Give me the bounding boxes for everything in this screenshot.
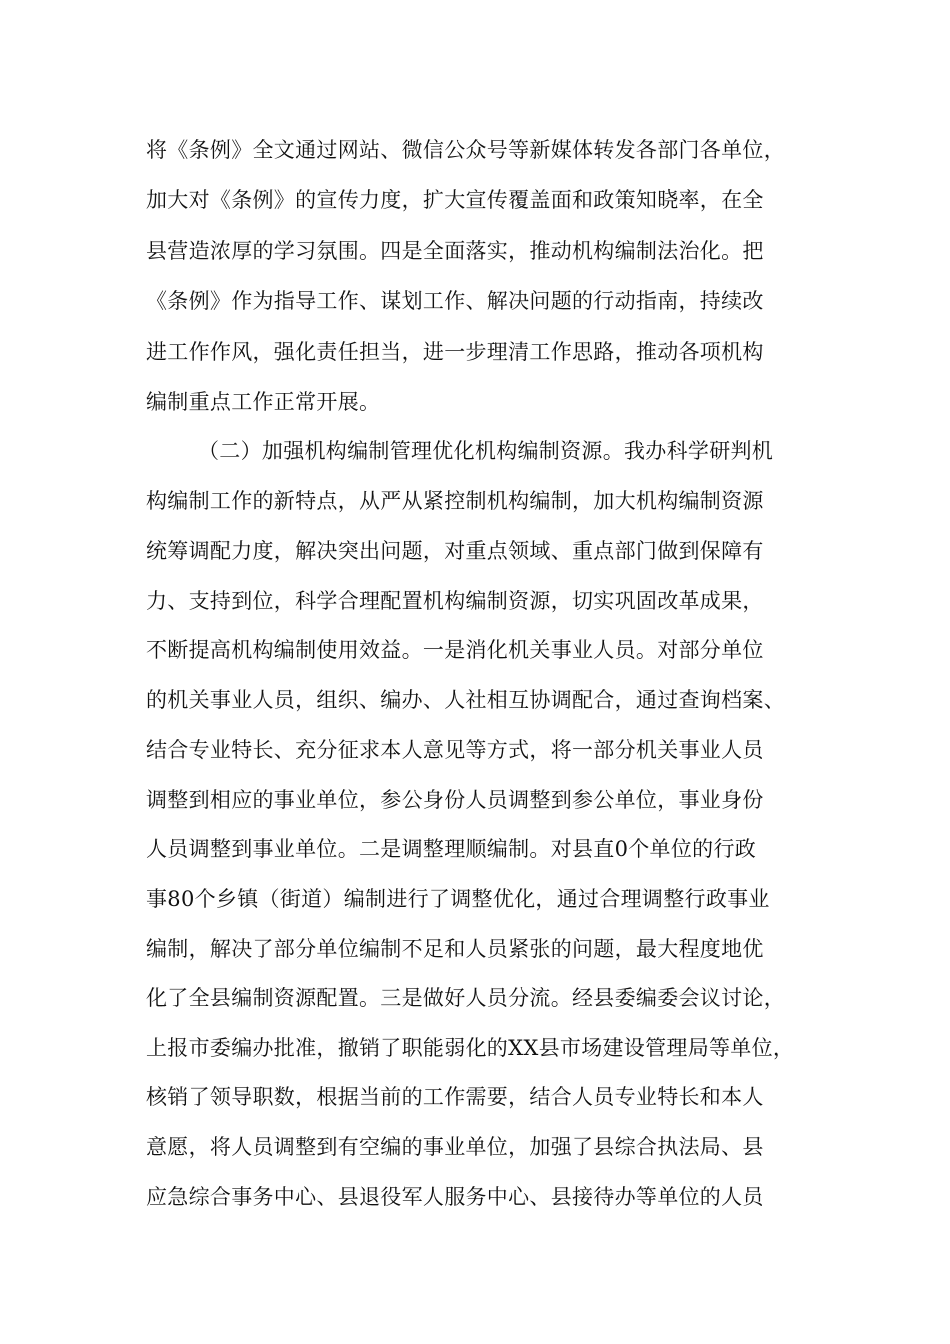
body-text-line: 核销了领导职数，根据当前的工作需要，结合人员专业特长和本人 (146, 1085, 764, 1109)
body-text-line: 统筹调配力度，解决突出问题，对重点领域、重点部门做到保障有 (146, 539, 764, 563)
body-text-line: 上报市委编办批准，撤销了职能弱化的XX县市场建设管理局等单位， (146, 1036, 795, 1060)
body-text-line: 编制重点工作正常开展。 (146, 390, 381, 414)
body-text-line: 结合专业特长、充分征求本人意见等方式，将一部分机关事业人员 (146, 738, 764, 762)
body-text-line: 的机关事业人员，组织、编办、人社相互协调配合，通过查询档案、 (146, 688, 785, 712)
section-heading-line: （二）加强机构编制管理优化机构编制资源。我办科学研判机 (198, 439, 774, 463)
body-text-line: 意愿，将人员调整到有空编的事业单位，加强了县综合执法局、县 (146, 1135, 764, 1159)
body-text-line: 加大对《条例》的宣传力度，扩大宣传覆盖面和政策知晓率，在全 (146, 188, 764, 212)
body-text-line: 进工作作风，强化责任担当，进一步理清工作思路，推动各项机构 (146, 340, 764, 364)
body-text-line: 将《条例》全文通过网站、微信公众号等新媒体转发各部门各单位， (146, 138, 785, 162)
body-text-line: 力、支持到位，科学合理配置机构编制资源，切实巩固改革成果， (146, 589, 764, 613)
body-text-line: 事80个乡镇（街道）编制进行了调整优化，通过合理调整行政事业 (146, 887, 770, 911)
body-text-line: 应急综合事务中心、县退役军人服务中心、县接待办等单位的人员 (146, 1185, 764, 1209)
body-text-line: 化了全县编制资源配置。三是做好人员分流。经县委编委会议讨论， (146, 986, 785, 1010)
body-text-line: 构编制工作的新特点，从严从紧控制机构编制，加大机构编制资源 (146, 489, 764, 513)
body-text-line: 不断提高机构编制使用效益。一是消化机关事业人员。对部分单位 (146, 638, 764, 662)
body-text-line: 调整到相应的事业单位，参公身份人员调整到参公单位，事业身份 (146, 788, 764, 812)
body-text-line: 编制，解决了部分单位编制不足和人员紧张的问题，最大程度地优 (146, 937, 764, 961)
body-text-line: 《条例》作为指导工作、谋划工作、解决问题的行动指南，持续改 (146, 289, 764, 313)
body-text-line: 人员调整到事业单位。二是调整理顺编制。对县直0个单位的行政 (146, 837, 757, 861)
body-text-line: 县营造浓厚的学习氛围。四是全面落实，推动机构编制法治化。把 (146, 239, 764, 263)
